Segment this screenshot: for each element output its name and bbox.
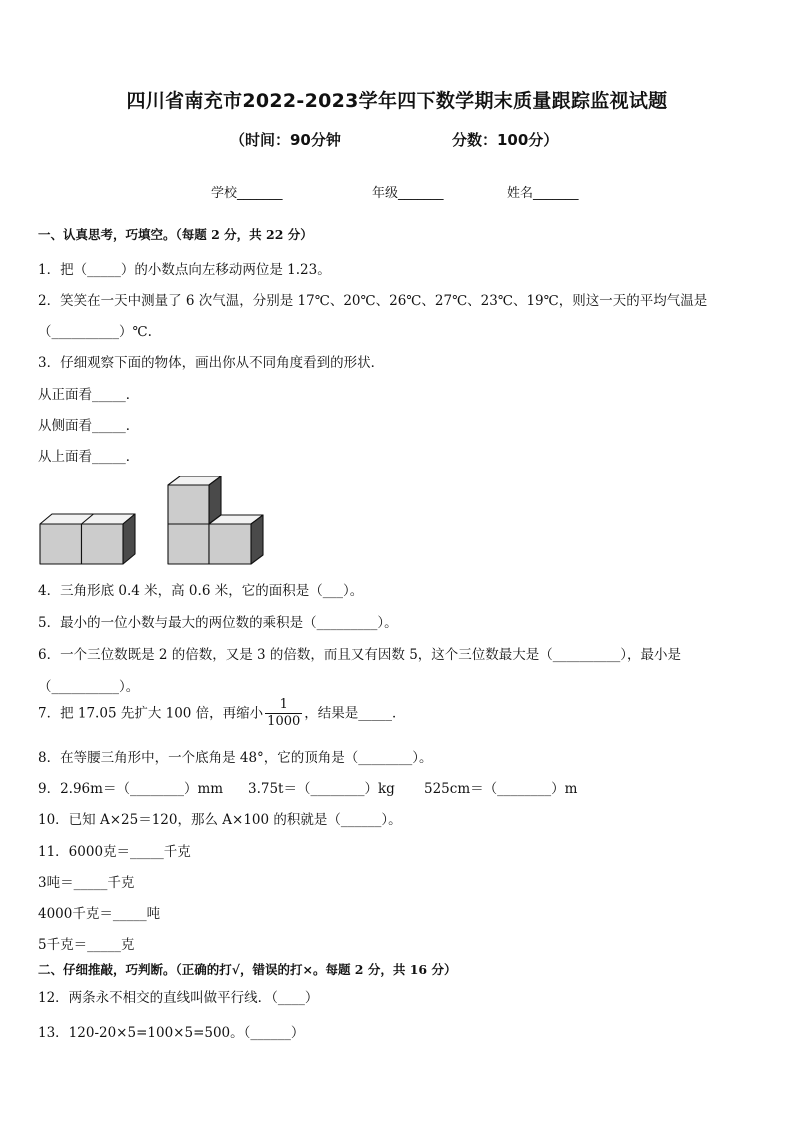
school-field[interactable]: 学校_______: [211, 186, 283, 201]
section-heading-fill-blank: 一、认真思考，巧填空。（每题 2 分，共 22 分）: [38, 227, 313, 242]
question-11-b: 3吨＝_____千克: [38, 875, 135, 891]
question-1: 1．把（_____）的小数点向左移动两位是 1.23。: [38, 262, 331, 278]
page-title: 四川省南充市2022-2023学年四下数学期末质量跟踪监视试题: [126, 90, 668, 112]
question-11-d: 5千克＝_____克: [38, 937, 135, 953]
question-13: 13．120-20×5=100×5=500。（______）: [38, 1025, 305, 1041]
cube-front-face: [82, 524, 124, 564]
question-3-top-view: 从上面看_____．: [38, 449, 140, 465]
question-2-line-2: （__________）℃.: [38, 324, 152, 340]
question-4: 4．三角形底 0.4 米，高 0.6 米，它的面积是（___）。: [38, 583, 364, 599]
question-7-prefix: 7．把 17.05 先扩大 100 倍，再缩小: [38, 705, 264, 722]
fraction: [265, 697, 302, 731]
question-11-a: 11．6000克＝_____千克: [38, 844, 191, 860]
question-11-c: 4000千克＝_____吨: [38, 906, 161, 922]
question-3: 3．仔细观察下面的物体，画出你从不同角度看到的形状．: [38, 355, 385, 371]
fraction-numerator: 1: [265, 697, 302, 714]
exam-score: 分数：100分）: [452, 131, 559, 149]
cube-side-face: [251, 515, 263, 564]
cube-front-face: [40, 524, 82, 564]
cube-figure: [38, 476, 278, 568]
question-8: 8．在等腰三角形中，一个底角是 48°，它的顶角是（________）。: [38, 750, 433, 766]
question-9-part-a: 9．2.96m＝（________）mm: [38, 781, 224, 797]
question-7: [38, 697, 406, 731]
question-3-front-view: 从正面看_____．: [38, 387, 140, 403]
cube-front-face: [209, 524, 251, 564]
cube-group-right: [168, 476, 263, 564]
question-5: 5．最小的一位小数与最大的两位数的乘积是（_________）。: [38, 615, 398, 631]
grade-field[interactable]: 年级_______: [372, 186, 444, 201]
cube-front-face: [168, 524, 209, 564]
question-9-part-b: 3.75t＝（________）kg: [248, 781, 395, 797]
question-3-side-view: 从侧面看_____．: [38, 418, 140, 434]
question-2-line-1: 2．笑笑在一天中测量了 6 次气温，分别是 17℃、20℃、26℃、27℃、23℃、19℃，则这一天的平均气温是: [38, 293, 708, 309]
cube-front-face: [168, 485, 209, 524]
question-9-part-c: 525cm＝（________）m: [424, 781, 578, 797]
question-6-line-1: 6．一个三位数既是 2 的倍数，又是 3 的倍数，而且又有因数 5，这个三位数最大是（__________），最小是: [38, 647, 682, 663]
name-field[interactable]: 姓名_______: [507, 186, 579, 201]
question-10: 10．已知 A×25＝120，那么 A×100 的积就是（______）。: [38, 812, 402, 828]
section-heading-true-false: 二、仔细推敲，巧判断。（正确的打√，错误的打×。每题 2 分，共 16 分）: [38, 962, 457, 977]
question-6-line-2: （__________）。: [38, 679, 140, 695]
question-7-suffix: ，结果是_____．: [304, 705, 406, 722]
question-12: 12．两条永不相交的直线叫做平行线．（____）: [38, 990, 319, 1006]
cube-group-left: [40, 514, 135, 564]
fraction-denominator: 1000: [267, 714, 301, 730]
exam-time: （时间：90分钟: [230, 131, 341, 149]
